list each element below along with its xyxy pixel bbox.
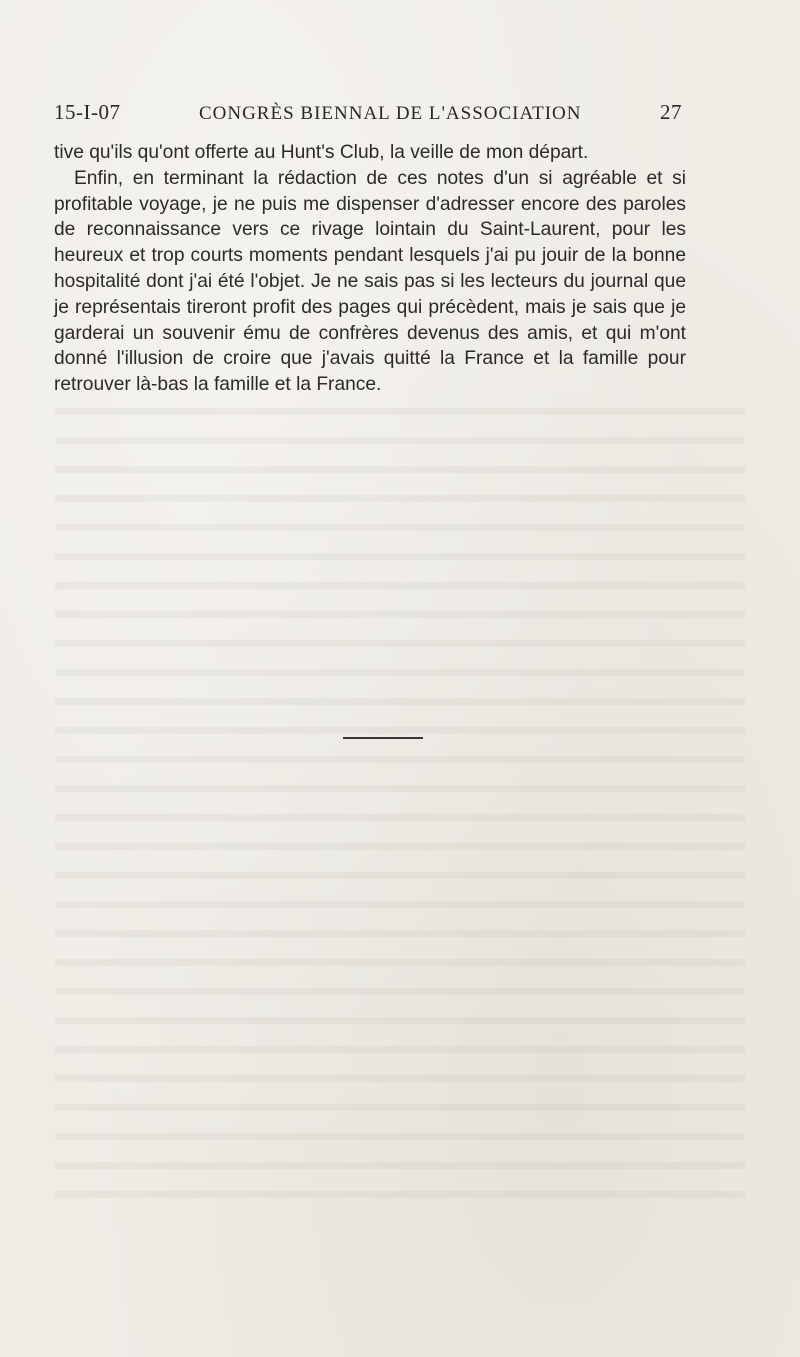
paragraph-closing: Enfin, en terminant la rédaction de ces notes d'un si agréable et si profitable voyage, je ne puis me dispenser d'adresser encore des paroles de reconnaissance vers ce rivage lointain du Saint-Laurent, pour les heureux et trop courts moments pendant lesquels j'ai pu jouir de la bonne hospitalité dont j'ai été l'objet. Je ne sais pas si les lecteurs du journal que je représentais tireront profit des pages qui précèdent, mais je sais que je garderai un souvenir ému de confrères devenus des amis, et qui m'ont donné l'illusion de croire que j'avais quitté la France et la famille pour retrouver là-bas la famille et la France. <box>54 167 686 396</box>
section-divider-rule <box>343 737 423 739</box>
page-number: 27 <box>659 100 682 124</box>
header-title: CONGRÈS BIENNAL DE L'ASSOCIATION <box>198 103 582 124</box>
body-text <box>54 140 686 398</box>
running-header <box>54 100 682 130</box>
reverse-page-bleed-through <box>55 395 745 1215</box>
paragraph-continuation: tive qu'ils qu'ont offerte au Hunt's Club, la veille de mon départ. <box>54 142 589 163</box>
header-date: 15-I-07 <box>54 100 121 124</box>
